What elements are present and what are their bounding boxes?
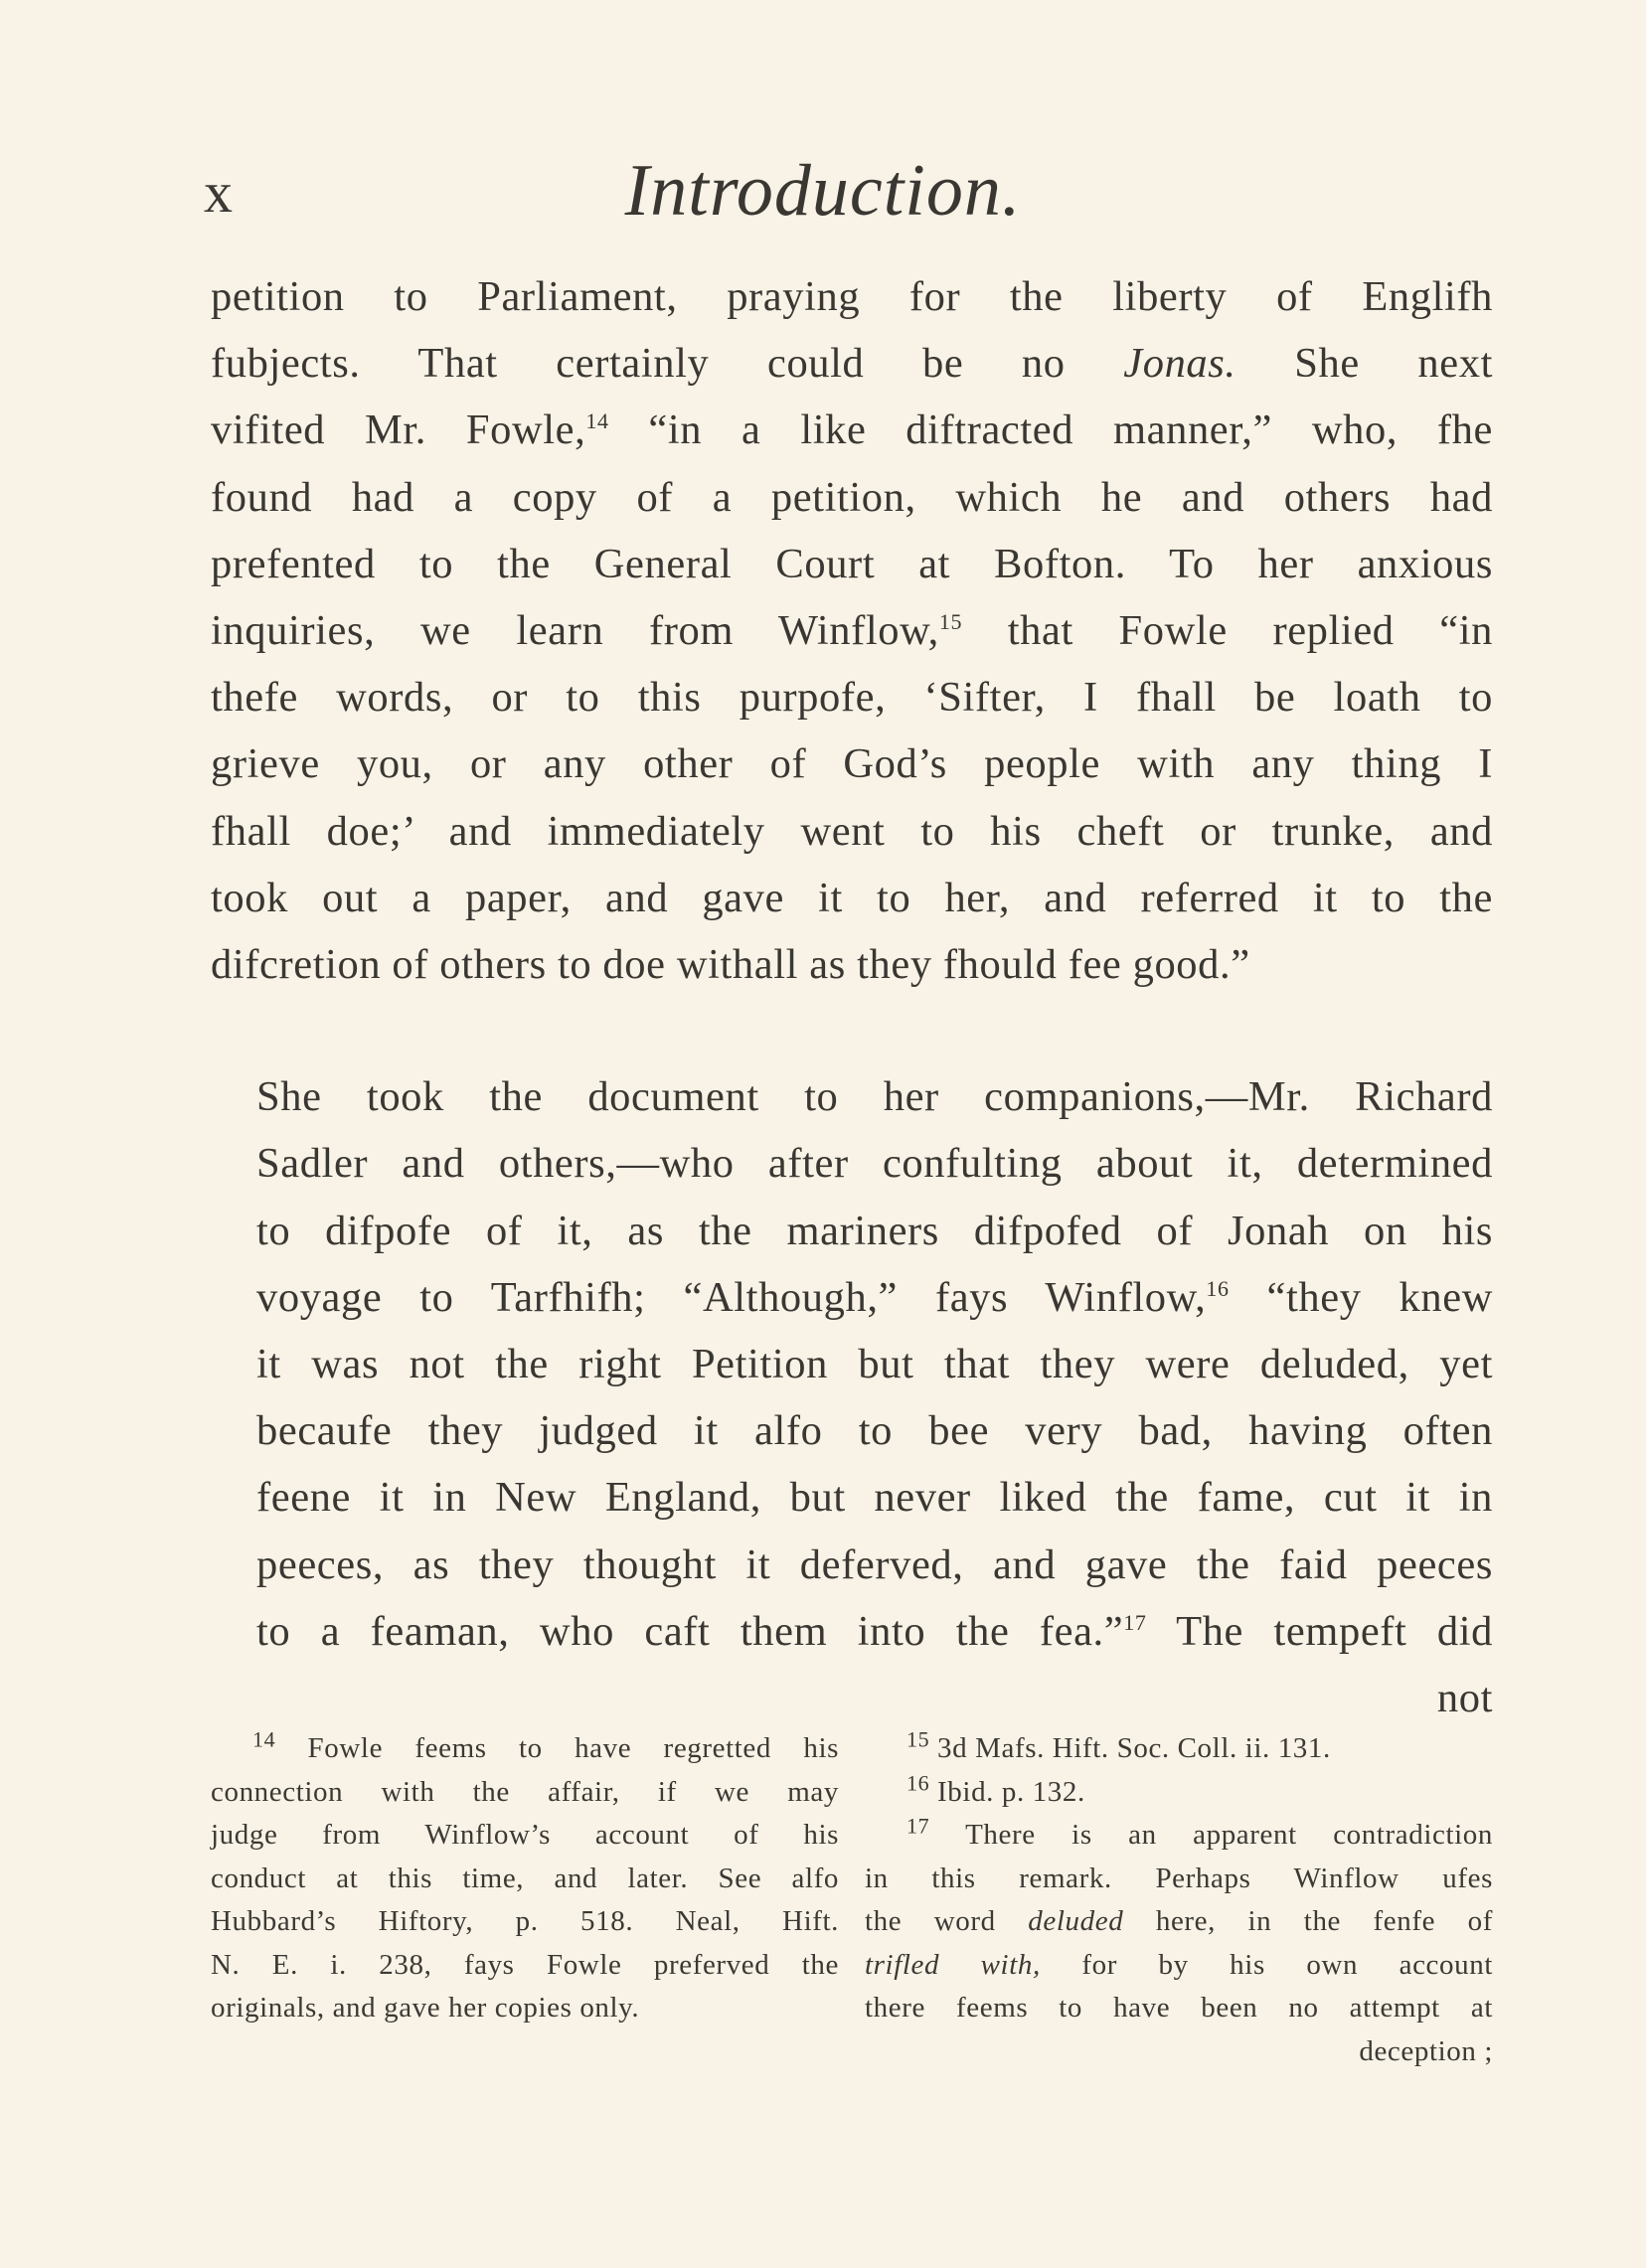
- catchword: not: [1436, 1675, 1493, 1722]
- footnote-line: N. E. i. 238, fays Fowle preferved the: [211, 1948, 839, 1981]
- text-line: found had a copy of a petition, which he and others had: [211, 473, 1493, 521]
- text-line: took out a paper, and gave it to her, and referred it to the: [211, 874, 1493, 921]
- page-folio: x: [204, 160, 235, 225]
- text-line: She took the document to her companions,—Mr. Richard: [256, 1073, 1493, 1121]
- text-line: prefented to the General Court at Bofton. To her anxious: [211, 540, 1493, 587]
- text-line: fhall doe;’ and immediately went to his cheft or trunke, and: [211, 807, 1493, 855]
- footnote-16: $^{16}$ Ibid. p. 132.: [906, 1769, 1085, 1808]
- running-title: Introduction.: [624, 150, 1022, 232]
- text-line: peeces, as they thought it deferved, and gave the faid peeces: [256, 1540, 1493, 1588]
- footnote-line: originals, and gave her copies only.: [211, 1992, 640, 2024]
- text-line: thefe words, or to this purpofe, ‘Sifter, I fhall be loath to: [211, 674, 1493, 722]
- footnote-line: trifled with, for by his own account: [865, 1948, 1493, 1981]
- text-line: becaufe they judged it alfo to bee very bad, having often: [256, 1407, 1493, 1455]
- text-line: petition to Parliament, praying for the liberty of Englifh: [211, 273, 1493, 320]
- footnotes: [211, 1727, 1493, 2073]
- footnote-line: in this remark. Perhaps Winflow ufes: [865, 1862, 1493, 1894]
- footnote-line: there feems to have been no attempt at: [865, 1992, 1493, 2024]
- footnote-number-16: 16: [906, 1769, 930, 1795]
- text-line: to a feaman, who caft them into the fea.”$^{17}$ The tempeft did: [256, 1607, 1493, 1655]
- footnote-ref-17[interactable]: 17: [1123, 1609, 1147, 1635]
- footnote-15: $^{15}$ 3d Mafs. Hift. Soc. Coll. ii. 131.: [906, 1726, 1331, 1764]
- footnote-line: $^{14}$ Fowle feems to have regretted his: [252, 1726, 839, 1764]
- footnote-line: deception ;: [1359, 2034, 1493, 2067]
- italic-word: deluded: [1028, 1905, 1124, 1937]
- footnote-ref-16[interactable]: 16: [1206, 1275, 1230, 1301]
- text-line: grieve you, or any other of God’s people with any thing I: [211, 740, 1493, 788]
- main-text: [211, 263, 1493, 1731]
- text-line: difcretion of others to doe withall as they fhould fee good.”: [211, 941, 1250, 989]
- text-line: inquiries, we learn from Winflow,$^{15}$ that Fowle replied “in: [211, 607, 1494, 655]
- text-line: fubjects. That certainly could be no Jonas. She next: [211, 340, 1493, 388]
- text-line: Sadler and others,—who after confulting about it, determined: [256, 1140, 1493, 1188]
- footnote-17: $^{17}$ There is an apparent contradiction: [906, 1813, 1493, 1851]
- text-line: feene it in New England, but never liked the fame, cut it in: [256, 1474, 1493, 1522]
- footnote-line: judge from Winflow’s account of his: [211, 1819, 839, 1851]
- italic-word: trifled with,: [865, 1948, 1041, 1981]
- footnote-line: connection with the affair, if we may: [211, 1775, 839, 1808]
- italic-word: Jonas.: [1123, 340, 1236, 388]
- footnote-line: Hubbard’s Hiftory, p. 518. Neal, Hift.: [211, 1905, 839, 1937]
- text-line: to difpofe of it, as the mariners difpofed of Jonah on his: [256, 1207, 1493, 1254]
- paragraph-1: [211, 263, 1493, 998]
- text-line: voyage to Tarfhifh; “Although,” fays Winflow,$^{16}$ “they knew: [256, 1273, 1493, 1321]
- footnote-number-17: 17: [906, 1813, 930, 1839]
- paragraph-2: [211, 1063, 1493, 1665]
- footnote-column-right: [865, 1727, 1493, 2073]
- footnote-ref-14[interactable]: 14: [585, 408, 609, 434]
- text-line: it was not the right Petition but that they were deluded, yet: [256, 1341, 1493, 1388]
- footnote-number-15: 15: [906, 1726, 930, 1752]
- footnote-line: conduct at this time, and later. See alfo: [211, 1862, 839, 1894]
- footnote-line: the word deluded here, in the fenfe of: [865, 1905, 1493, 1937]
- text-line: vifited Mr. Fowle,$^{14}$ “in a like diftracted manner,” who, fhe: [211, 406, 1493, 454]
- footnote-ref-15[interactable]: 15: [938, 608, 963, 634]
- footnote-number-14: 14: [252, 1726, 276, 1752]
- footnote-column-left: [211, 1727, 839, 2073]
